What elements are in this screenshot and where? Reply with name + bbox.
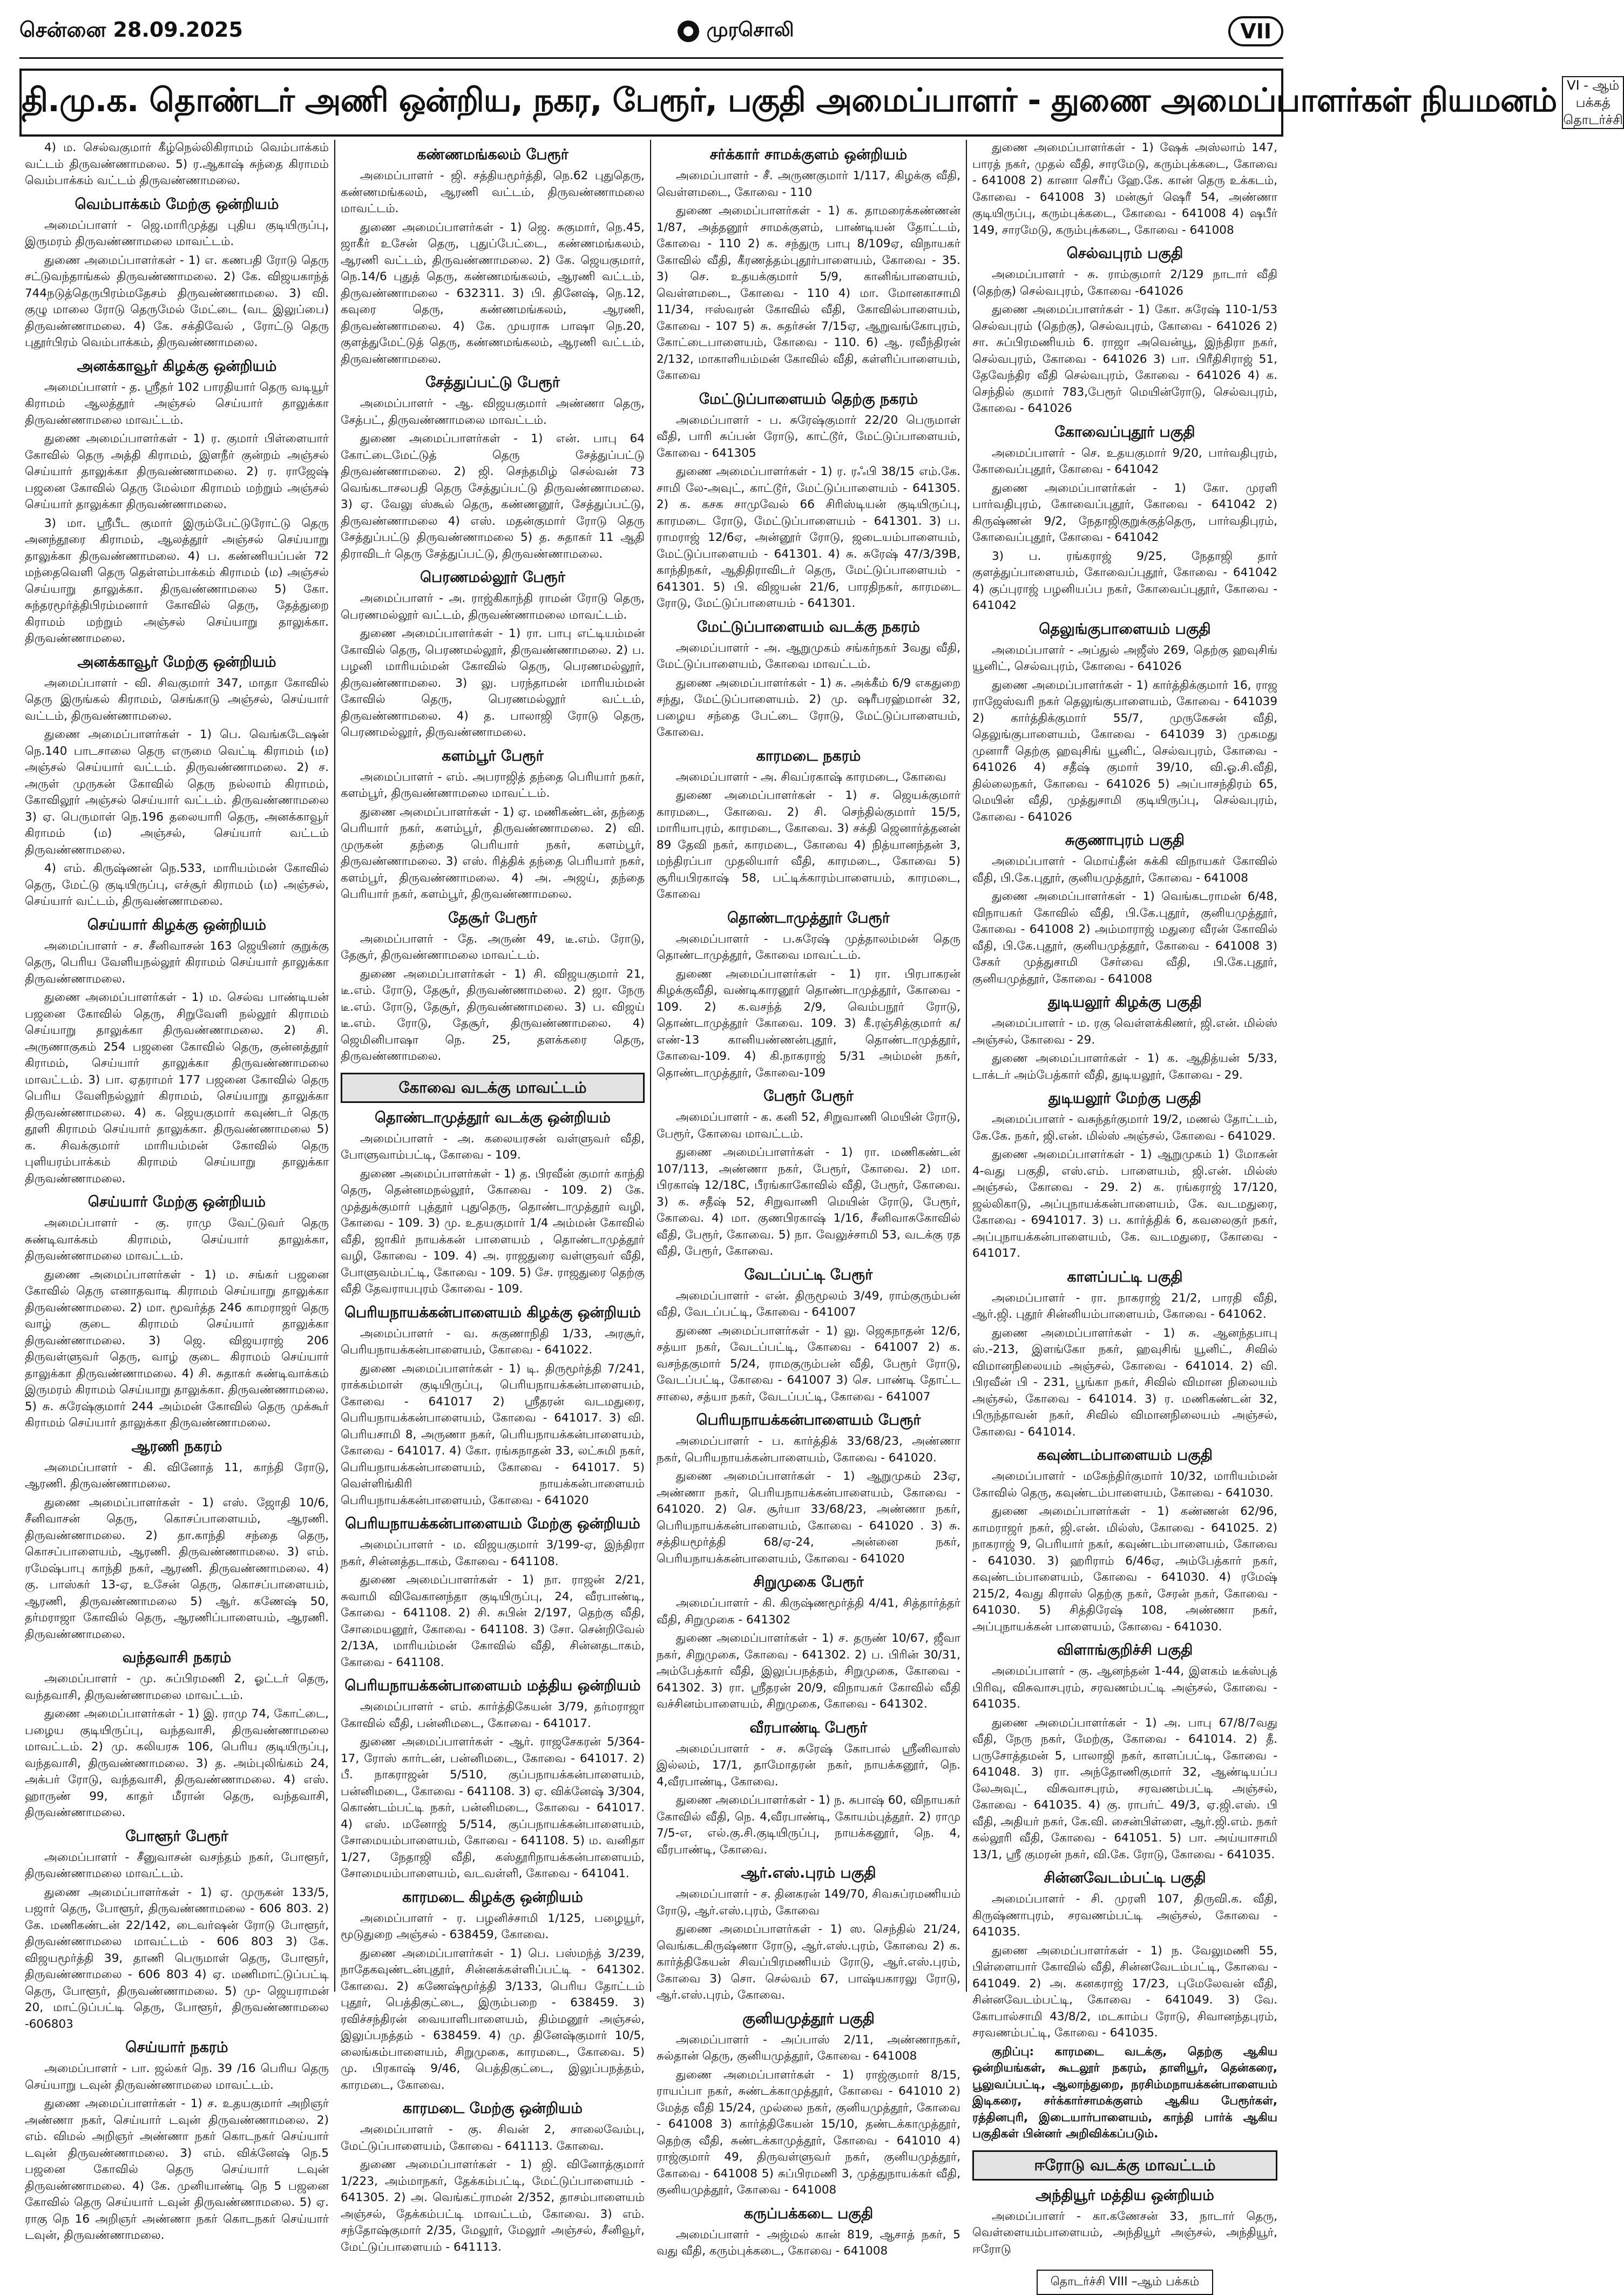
section-heading: செய்யார் நகரம் [125,2039,228,2056]
section-heading: தொண்டாமுத்தூர் வடக்கு ஒன்றியம் [375,1109,611,1126]
appointment-paragraph: அமைப்பாளர் - வி. சிவகுமார் 347, மாதா கோவில் தெரு இருங்கல் கிராமம், செங்காடு அஞ்சல், செய்யார் வட்டம், திருவண்ணாமலை. [25,676,329,723]
appointment-paragraph: துணை அமைப்பாளர்கள் - 1) லு. ஜெகநாதன் 12/6, சத்யா நகர், வேடப்பட்டி, கோவை - 641007 2) க. வசந்தகுமார் 5/24, ராமகுரும்பன் வீதி, பேரூர் ரோடு, வேடப்பட்டி, கோவை - 641007 3) செ. பாண்டி தோட்ட சாலை, சத்யா நகர், வேடப்பட்டி, கோவை - 641007 [657,1324,960,1404]
appointment-paragraph: துணை அமைப்பாளர்கள் - 1) ச. ஜெயக்குமார் காரமடை, கோவை. 2) சி. செந்தில்குமார் 15/5, மாரியாபுரம், காரமடை, கோவை. 3) சக்தி ஜெனார்த்தனன் 89 தேவி நகர், காரமடை, கோவை 4) நித்யானந்தன் 3, மந்திரப்பா முதலியார் வீதி, காரமடை, கோவை 5) சூரியபிரகாஷ் 58, பட்டிக்காரம்பாளையம், காரமடை, கோவை [657,789,960,901]
appointment-paragraph: அமைப்பாளர் - ஜி. சத்தியமூர்த்தி, நெ.62 புதுதெரு, கண்ணமங்கலம், ஆரணி வட்டம், திருவண்ணாமலை மாவட்டம். [341,169,645,215]
section-heading: மேட்டுப்பாளையம் தெற்கு நகரம் [699,390,918,408]
column-3 [651,140,967,2258]
appointment-paragraph: அமைப்பாளர் - கு. சிவன் 2, சாலைவேம்பு, மேட்டுப்பாளையம், கோவை - 641113. கோவை. [341,2123,645,2153]
appointment-paragraph: அமைப்பாளர் - அ. கலையரசன் வள்ளுவர் வீதி, போளுவாம்பட்டி, கோவை - 109. [341,1132,645,1162]
appointment-paragraph: அமைப்பாளர் - ம. ரகு வெள்ளக்கிணர், ஜி.என். மில்ஸ் அஞ்சல், கோவை - 29. [972,1017,1277,1047]
appointment-paragraph: துணை அமைப்பாளர்கள் - 1) ச. உதயகுமார் அறிஞர் அண்ணா நகர், செய்யார் டவுன் திருவண்ணாமலை. 2) எம். விமல் அறிஞர் அண்ணா நகர் கொடநகர் செய்யார் டவுன் திருவண்ணாமலை. 3) எம். விக்னேஷ் நெ.5 பஜனை கோவில் தெரு செய்யார் டவுன் திருவண்ணாமலை. 4) கே. முனியாண்டி நெ 5 பஜனை கோவில் தெரு செய்யார் டவுன் திருவண்ணாமலை. 5) ஏ. ராகு நெ 16 அறிஞர் அண்ணா நகர் கொடநகர் செய்யார் டவுன், திருவண்ணாமலை. [25,2097,329,2242]
appointment-paragraph: துணை அமைப்பாளர்கள் - 1) ந. வேலுமணி 55, பிள்ளையார் கோவில் வீதி, சின்னவேடம்பட்டி, கோவை - 641049. 2) அ. கனகராஜ் 17/23, புமேலேவன் வீதி, சின்னவேடம்பட்டி, கோவை - 641049. 3) வே. கோபால்சாமி 43/8/2, மடகாம்ப ரோடு, சிவானந்தபுரம், சரவணம்பட்டி, கோவை - 641035. [972,1944,1277,2040]
continued-on-note [972,2270,1277,2295]
appointment-paragraph: துணை அமைப்பாளர்கள் - 1) ம. செல்வ பாண்டியன் பஜனை கோவில் தெரு, சிறுவேளி நல்லூர் கிராமம் செய்யாறு தாலுக்கா திருவண்ணாமலை. 2) சி. அருணாகுகம் 254 பஜனை கோவில் தெரு, குன்னத்தூர் கிராமம், செய்யார் தாலுக்கா திருவண்ணாமலை மாவட்டம். 3) பா. ஏதராமர் 177 பஜனை கோவில் தெரு பெரிய வேளிநல்லூர் கிராமம், செய்யாறு தாலுக்கா திருவண்ணாமலை. 4) க. ஜெயகுமார் கவுண்டர் தெரு தூளி கிராமம் செய்யார் தாலுக்கா. திருவண்ணாமலை 5) க. சிவக்குமார் மாரியம்மன் கோவில் தெரு புளியரம்பாக்கம் கிராமம் செய்யாறு தாலுக்கா திருவண்ணாமலை. [25,991,329,1186]
section-heading: செய்யார் கிழக்கு ஒன்றியம் [87,916,267,933]
section-heading: களம்பூர் பேரூர் [442,747,544,764]
appointment-paragraph: துணை அமைப்பாளர்கள் - 1) ரா. மணிகண்டன் 107/113, அண்ணா நகர், பேரூர், கோவை. 2) மா. பிரகாஷ் 12/18C, பீரங்காகோவில் வீதி, பேரூர், கோவை. 3) க. சதீஷ் 52, சிறுவாணி மெயின் ரோடு, பேரூர், கோவை. 4) மா. குணபிரகாஷ் 1/16, சீனிவாசுகோவில் வீதி, பேரூர், கோவை. 5) நா. வேலுச்சாமி 53, வடக்கு ரத வீதி, பேரூர், கோவை. [657,1146,960,1258]
appointment-paragraph: அமைப்பாளர் - வசுந்தர்குமார் 19/2, மணல் தோட்டம், கே.கே. நகர், ஜி.என். மில்ஸ் அஞ்சல், கோவை - 641029. [972,1113,1277,1143]
appointment-paragraph: அமைப்பாளர் - பா. ஜல்கர் நெ. 39 /16 பெரிய தெரு செய்யாறு டவுன் திருவண்ணாமலை மாவட்டம். [25,2062,329,2092]
section-heading: தொண்டாமுத்தூர் பேரூர் [727,909,890,926]
section-heading: பெரியநாயக்கன்பாளையம் மத்திய ஒன்றியம் [344,1677,641,1694]
section-heading: பெரணமல்லூர் பேரூர் [420,569,565,586]
section-heading: சுகுணாபுரம் பகுதி [1065,832,1185,849]
appointment-paragraph: துணை அமைப்பாளர்கள் - 1) ஆறுமுகம் 1) மோகன் 4-வது பகுதி, எஸ்.எம். பாளையம், ஜி.என். மில்ஸ் அஞ்சல், கோவை - 29. 2) க. ரங்கராஜ் 17/120, ஜல்லிகாடு, அப்புநாயக்கன்பாளையம், கே. வடமதுரை, கோவை - 6941017. 3) ப. கார்த்திக் 6, கவலைகுர் நகர், அப்புநாயக்கன்பாளையம், கே. வடமதுரை, கோவை - 641017. [972,1148,1277,1260]
section-heading: விளாங்குறிச்சி பகுதி [1057,1642,1193,1658]
appointment-paragraph: அமைப்பாளர் - என். திருமூலம் 3/49, ராம்குரும்பன் வீதி, வேடப்பட்டி, கோவை - 641007 [657,1289,960,1319]
appointment-paragraph: அமைப்பாளர் - சு. ராம்குமார் 2/129 நாடார் வீதி (தெற்கு) செல்வபுரம், கோவை -641026 [972,268,1277,298]
section-heading: காளப்பட்டி பகுதி [1067,1268,1183,1285]
section-heading: சேத்துப்பட்டு பேரூர் [425,374,560,391]
appointment-paragraph: துணை அமைப்பாளர்கள் - 1) சு. அக்கீம் 6/9 எகதுறை சந்து, மேட்டுப்பாளையம். 2) மு. ஷரீபரஹ்மான் 32, பழைய சந்தை பேட்டை ரோடு, மேட்டுப்பாளையம், கோவை. [657,676,960,739]
appointment-paragraph: துணை அமைப்பாளர்கள் - 1) நா. ராஜன் 2/21, சுவாமி விவேகானந்தா குடியிருப்பு, 24, வீரபாண்டி, கோவை - 641108. 2) சி. சுபின் 2/197, தெற்கு வீதி, சோமையனூர், கோவை - 641108. 3) சோ. சென்றிவேல் 2/13A, மாரியம்மன் கோவில் வீதி, சின்னதடாகம், கோவை - 641108. [341,1573,645,1669]
section-heading: மேட்டுப்பாளையம் வடக்கு நகரம் [696,618,921,635]
appointment-paragraph: துணை அமைப்பாளர்கள் - 1) பெ. பஸ்மந்த் 3/239, நாதேகவுண்டன்புதூர், சின்னக்கள்ளிப்பட்டி - 641302. கோவை. 2) கணேஷ்மூர்த்தி 3/133, பெரிய தோட்டம் புதூர், பெத்திகுட்டை, இரும்பறை - 638459. 3) ரவிச்சந்திரன் வையாளிபாளையம், திம்மனூர் அஞ்சல், இலுப்பநத்தம் - 638459. 4) மு. தினேஷ்குமார் 10/5, லைங்கம்பாளையம், சிறுமுகை, காரமடை, கோவை. 5) மு. பிரகாஷ் 9/46, பெத்திகுட்டை, இலுப்பநத்தம், காரமடை, கோவை. [341,1946,645,2092]
appointment-paragraph: அமைப்பாளர் - ரா. நாகராஜ் 21/2, பாரதி வீதி, ஆர்.ஜி. புதூர் சின்னியம்பாளையம், கோவை - 641062. [972,1291,1277,1321]
column-4 [967,140,1283,2289]
section-heading: சிறுமுகை பேரூர் [753,1574,864,1590]
appointment-paragraph: அமைப்பாளர் - ப. கார்த்திக் 33/68/23, அண்ணா நகர், பெரியநாயக்கன்பாளையம், கோவை - 641020. [657,1434,960,1465]
section-heading: வந்தவாசி நகரம் [122,1649,232,1666]
edition-date: சென்னை 28.09.2025 [19,18,243,42]
section-heading: குனியமுத்தூர் பகுதி [742,2010,875,2027]
appointment-paragraph: துணை அமைப்பாளர்கள் - 1) கார்த்திக்குமார் 16, ராஜ ராஜேஸ்வரி நகர் தெலுங்குபாளையம், கோவை - 641039 2) கார்த்திக்குமார் 55/7, முருகேசன் வீதி, தெலுங்குபாளையம், கோவை - 641039 3) முகமது முனாரீ தெற்கு ஹவுசிங் யூனிட், செல்வபுரம், கோவை - 641026 4) சதீஷ் குமார் 39/10, வி.ஓ.சி.வீதி, தில்லைநகர், கோவை - 641026 5) அப்பாசந்திரம் 65, மெயின் வீதி, முத்துசாமி குடியிருப்பு, செல்வபுரம், கோவை - 641026 [972,678,1277,824]
appointment-paragraph: துணை அமைப்பாளர்கள் - 1) என். பாபு 64 கோட்டைமேட்டுத் தெரு சேத்துப்பட்டு திருவண்ணாமலை. 2) ஜி. செந்தமிழ் செல்வன் 73 வெங்கடாசலபதி தெரு சேத்துப்பட்டு திருவண்ணாமலை. 3) ஏ. வேலு ஸ்கூல் தெரு, கண்ணனூர், சேத்துப்பட்டு, திருவண்ணாமலை 4) எஸ். மதன்குமார் ரோடு தெரு சேத்துப்பட்டு திருவண்ணாமலை 5) த. சுதாகர் 11 ஆதி திராவிடர் தெரு சேத்துப்பட்டு, திருவண்ணாமலை. [341,432,645,561]
appointment-paragraph: துணை அமைப்பாளர்கள் - 1) ந. சுபாஷ் 60, விநாயகர் கோவில் வீதி, நெ. 4,வீரபாண்டி, கோயம்புத்தூர். 2) ராமு 7/5-எ, எல்.கு.சி.குடியிருப்பு, நாயக்கனூர், நெ. 4, வீரபாண்டி, கோவை. [657,1793,960,1857]
appointment-paragraph: அமைப்பாளர் - சீனுவாசன் வசந்தம் நகர், போளூர், திருவண்ணாமலை மாவட்டம். [25,1850,329,1880]
appointment-paragraph: துணை அமைப்பாளர்கள் - 1) சு. ஆனந்தபாபு ஸ்.-213, இளங்கோ நகர், ஹவுசிங் யூனிட், சிவில் விமானநிலையம் அஞ்சல், கோவை - 641014. 2) வி. பிரவீன் பி - 231, பூங்கா நகர், சிவில் விமான நிலையம் அஞ்சல், கோவை - 641014. 3) ர. மணிகண்டன் 32, பிருந்தாவன் நகர், சிவில் விமானநிலையம் அஞ்சல், கோவை - 641014. [972,1326,1277,1439]
appointment-paragraph: துணை அமைப்பாளர்கள் - 1) ஜெ. சுகுமார், நெ.45, ஜாகீர் உசேன் தெரு, புதுப்பேட்டை, கண்ணமங்கலம், ஆரணி வட்டம், திருவண்ணாமலை. 2) கே. ஜெயகுமார், நெ.14/6 புதுத் தெரு, கண்ணமங்கலம், ஆரணி வட்டம், திருவண்ணாமலை - 632311. 3) பி. தினேஷ், நெ.12, கவுரை தெரு, கண்ணமங்கலம், ஆரணி, திருவண்ணாமலை. 4) கே. முயராசு பாஷா நெ.20, குளத்துமேட்டுத் தெரு, கண்ணமங்கலம், ஆரணி வட்டம், திருவண்ணாமலை. [341,220,645,366]
section-heading: காரமடை கிழக்கு ஒன்றியம் [402,1888,583,1906]
appointment-paragraph: துணை அமைப்பாளர்கள் - 1) ஷேக் அஸ்லாம் 147, பாரத் நகர், முதல் வீதி, சாரமேடு, கரும்புக்கடை, கோவை - 641008 2) கானா செரீப் ஹே.கே. கான் தெரு உக்கடம், கோவை - 641008 3) மன்சூர் ஷெரீ 54, அண்ணா குடியிருப்பு, கரும்புக்கடை, கோவை - 641008 4) ஷபீர் 149, சாரமேடு, கரும்புக்கடை, கோவை - 641008 [972,141,1277,237]
appointment-paragraph: அமைப்பாளர் - எம். கார்த்திகேயன் 3/79, தர்மராஜா கோவில் வீதி, பன்னிமடை, கோவை - 641017. [341,1700,645,1730]
appointment-paragraph: அமைப்பாளர் - ச. சீனிவாசன் 163 ஜெயினர் குறுக்கு தெரு, பெரிய வேளியநல்லூர் கிராமம் செய்யார் தாலுக்கா திருவண்ணாமலை. [25,939,329,986]
section-heading: ஆர்.எஸ்.புரம் பகுதி [741,1865,876,1881]
appointment-paragraph: அமைப்பாளர் - ஜெ.மாரிமுத்து புதிய குடியிருப்பு, இருமரம் திருவண்ணாமலை மாவட்டம். [25,218,329,248]
district-banner: கோவை வடக்கு மாவட்டம் [341,1073,645,1103]
district-banner: ஈரோடு வடக்கு மாவட்டம் [972,2150,1277,2181]
column-1 [19,140,335,2242]
section-heading: பெரியநாயக்கன்பாளையம் மேற்கு ஒன்றியம் [345,1515,640,1532]
section-heading: துடியலூர் மேற்கு பகுதி [1048,1090,1202,1107]
appointment-paragraph: துணை அமைப்பாளர்கள் - 1) ர. ரஃபி 38/15 எம்.கே. சாமி லே-அவுட், காட்டூர், மேட்டுப்பாளையம் - 641305. 2) க. கசக சாமுவேல் 66 சிரிஸ்டியன் குடியிருப்பு, காரமடை ரோடு, மேட்டுப்பாளையம் - 641301. 3) ப. ராமராஜ் 12/6ஏ, அன்னூர் ரோடு, ஜடையம்பாளையம், மேட்டுப்பாளையம் - 641301. 4) சு. சுரேஷ் 47/3/39B, காந்திநகர், ஆதிதிராவிடர் தெரு, மேட்டுப்பாளையம் - 641301. 5) பி. விஜயன் 21/6, பாரதிநகர், காரமடை ரோடு, மேட்டுப்பாளையம் - 641301. [657,465,960,610]
section-heading: காரமடை மேற்கு ஒன்றியம் [403,2100,583,2117]
section-heading: வீரபாண்டி பேரூர் [749,1719,868,1736]
headline-box [19,69,1623,137]
appointment-paragraph: அமைப்பாளர் - ம. விஜயகுமார் 3/199-ஏ, இந்திரா நகர், சின்னத்தடாகம், கோவை - 641108. [341,1538,645,1568]
note-paragraph: குறிப்பு: காரமடை வடக்கு, தெற்கு ஆகிய ஒன்றியங்கள், கூடலூர் நகரம், தாளியூர், தென்கரை, பூலுவப்பட்டி, ஆலாந்துறை, நரசிம்மநாயக்கன்பாளையம் இடிகரை, சர்க்கார்சாமக்குளம் ஆகிய பேரூர்கள், ரத்தினபுரி, இடையார்பாளையம், காந்தி பார்க் ஆகிய பகுதிகள் பின்னர் அறிவிக்கப்படும். [972,2044,1277,2141]
appointment-paragraph: 3) ப. ரங்கராஜ் 9/25, நேதாஜி தார் குளத்துப்பாளையம், கோவைப்புதூர், கோவை - 641042 4) குப்புராஜ் பழனியப்ப நகர், கோவைப்புதூர், கோவை - 641042 [972,549,1277,612]
section-heading: அனக்காவூர் கிழக்கு ஒன்றியம் [77,357,277,375]
appointment-paragraph: அமைப்பாளர் - வ. சுகுணாநிதி 1/33, அரசூர், பெரியநாயக்கன்பாளையம், கோவை - 641022. [341,1326,645,1357]
appointment-paragraph: அமைப்பாளர் - ப. சுரேஷ்குமார் 22/20 பெருமாள் வீதி, பாரி சுப்பன் ரோடு, காட்டூர், மேட்டுப்பாளையம், கோவை - 641305 [657,413,960,460]
appointment-paragraph: துணை அமைப்பாளர்கள் - 1) எஸ். ஜோதி 10/6, சீனிவாசன் தெரு, கொசப்பாளையம், ஆரணி. திருவண்ணாமலை. 2) தா.காந்தி சந்தை தெரு, கொசப்பாளையம், ஆரணி. திருவண்ணாமலை. 3) எம். ரமேஷ்பாபு காந்தி நகர், ஆரணி. திருவண்ணாமலை. 4) கு. பாஸ்கர் 13-ஏ, உசேன் தெரு, கொசப்பாளையம், ஆரணி, திருவண்ணாமலை 5) ஆர். கணேஷ் 50, தர்மராஜா கோவில் தெரு, ஆரணிப்பாளையம், ஆரணி. திருவண்ணாமலை. [25,1495,329,1641]
appointment-paragraph: அமைப்பாளர் - கு. ஆனந்தன் 1-44, இளகம் டீக்ஸ்புத் பிரிவு, விசுவாசபுரம், சரவணம்பட்டி அஞ்சல், கோவை - 641035. [972,1664,1277,1711]
section-heading: பேரூர் பேரூர் [763,1088,854,1105]
appointment-paragraph: அமைப்பாளர் - சீ. அருணகுமார் 1/117, கிழக்கு வீதி, வெள்ளமடை, கோவை - 110 [657,169,960,199]
column-2 [335,140,651,2254]
appointment-paragraph: துணை அமைப்பாளர்கள் - 1) சி. விஜயகுமார் 21, டீ.எம். ரோடு, தேசூர், திருவண்ணாமலை. 2) ஜா. நேரு டீ.எம். ரோடு, தேசூர், திருவண்ணாமலை. 3) ப. விஜய் டீ.எம். ரோடு, தேசூர், திருவண்ணாமலை. 4) ஜெமினிபாஷா நெ. 25, தளக்கரை தெரு, திருவண்ணாமலை. [341,967,645,1063]
section-heading: போளூர் பேரூர் [125,1827,228,1845]
appointment-paragraph: துணை அமைப்பாளர்கள் - 1) க. ஆதித்யன் 5/33, டாக்டர் அம்பேத்கார் வீதி, துடியலூர், கோவை - 29. [972,1052,1277,1082]
section-heading: கண்ணமங்கலம் பேரூர் [417,146,569,163]
appointment-paragraph: துணை அமைப்பாளர்கள் - 1) க. தாமரைக்கண்ணன் 1/87, அத்தனூர் சாமக்குளம், பாண்டியன் தோட்டம், கோவை - 110 2) க. சந்துரு பாபு 8/109ஏ, விநாயகர் கோவில் வீதி, கீரணத்தம்புதூர்பாளையம், கோவை - 35. 3) செ. உதயக்குமார் 5/9, கானிங்பாளையம், வெள்ளமடை, கோவை - 110 4) மா. மோனகாசாமி 11/34, ஈஸ்வரன் கோவில் வீதி, கோவில்பாளையம், கோவை - 107 5) சு. சுதர்சன் 7/15ஏ, ஆறுவங்கோபுரம், கோட்டைபாளையம், கோவை - 110. 6) ஆ. ரவீந்திரன் 2/132, மாகாளியம்மன் கோவில் வீதி, கள்ளிப்பாளையம், கோவை [657,204,960,382]
appointment-paragraph: துணை அமைப்பாளர்கள் - 1) ஏ. முருகன் 133/5, பஜார் தெரு, போளூர், திருவண்ணாமலை - 606 803. 2) கே. மணிகண்டன் 22/142, டைவர்ஷன் ரோடு போளூர், திருவண்ணாமலை மாவட்டம் - 606 803 3) கே. விஜயமூர்த்தி 39, தாணி பெருமாள் தெரு, போளூர், திருவண்ணாமலை - 606 803 4) ஏ. மணிமாட்டுப்பட்டி தெரு, போளூர், திருவண்ணாமலை. 5) மு- ஜெயராமன் 20, மாட்டுப்பட்டி தெரு, போளூர், திருவண்ணாமலை -606803 [25,1885,329,2031]
appointment-paragraph: அமைப்பாளர் - அ. சிவப்ரகாஷ் காரமடை, கோவை [676,770,946,784]
section-heading: செய்யார் மேற்கு ஒன்றியம் [87,1194,266,1210]
appointment-paragraph: துணை அமைப்பாளர்கள் - 1) ரா. பாபு எட்டியம்மன் கோவில் தெரு, பெரணமல்லூர், திருவண்ணாமலை. 2) ப. பழனி மாரியம்மன் கோவில் தெரு, பெரணமல்லூர், திருவண்ணாமலை. 3) லு. பரந்தாமன் மாரியம்மன் கோவில் தெரு, பெரணமல்லூர் வட்டம், திருவண்ணாமலை. 4) த. பாலாஜி ரோடு தெரு, பெரணமல்லூர், திருவண்ணாமலை. [341,627,645,739]
appointment-paragraph: அமைப்பாளர் - கி. வினோத் 11, காந்தி ரோடு, ஆரணி. திருவண்ணாமலை. [25,1460,329,1491]
appointment-paragraph: அமைப்பாளர் - சி. முரளி 107, திருவி.க. வீதி, கிருஷ்ணாபுரம், சரவணம்பட்டி அஞ்சல், கோவை - 641035. [972,1892,1277,1939]
appointment-paragraph: துணை அமைப்பாளர்கள் - 1) ராஜ்குமார் 8/15, ராயப்பா நகர், சுண்டக்காமுத்தூர், கோவை - 641010 2) மேத்த வீதி 15/24, முல்லை நகர், குனியமுத்தூர், கோவை - 641008 3) கார்த்திகேயன் 15/10, தண்டக்காமுத்தூர், தெற்கு வீதி, சுண்டக்காமுத்தூர், கோவை - 641010 4) ராஜ்குமார் 49, திருவள்ளுவர் நகர், குனியமுத்தூர், கோவை - 641008 5) சுப்பிரமணி 3, முத்துநாயக்கர் வீதி, குனியமுத்தூர், கோவை - 641008 [657,2068,960,2197]
appointment-paragraph: அமைப்பாளர் - அப்துல் அஜீஸ் 269, தெற்கு ஹவுசிங் யூனிட், செல்வபுரம், கோவை - 641026 [972,643,1277,673]
appointment-paragraph: துணை அமைப்பாளர்கள் - 1) ஏ. மணிகண்டன், தந்தை பெரியார் நகர், களம்பூர், திருவண்ணாமலை. 2) வி. முருகன் தந்தை பெரியார் நகர், களம்பூர், திருவண்ணாமலை. 3) எஸ். ரித்திக் தந்தை பெரியார் நகர், களம்பூர், திருவண்ணாமலை. 4) அ. அஜய், தந்தை பெரியார் நகர், களம்பூர், திருவண்ணாமலை. [341,805,645,901]
appointment-paragraph: அமைப்பாளர் - ப.சுரேஷ் முத்தாலம்மன் தெரு தொண்டாமுத்தூர், கோவை மாவட்டம். [657,932,960,962]
appointment-paragraph: அமைப்பாளர் - அ. ராஜ்கிகாந்தி ராமன் ரோடு தெரு, பெரணமல்லூர் வட்டம், திருவண்ணாமலை மாவட்டம். [341,592,645,622]
section-heading: கோவைப்புதூர் பகுதி [1054,423,1195,441]
appointment-paragraph: அமைப்பாளர் - ச. தினகரன் 149/70, சிவசுப்ரமணியம் ரோடு, ஆர்.எஸ்.புரம், கோவை [657,1887,960,1918]
appointment-paragraph: துணை அமைப்பாளர்கள் - 1) டி. திருமூர்த்தி 7/241, ராக்கம்மாள் குடியிருப்பு, பெரியநாயக்கன்பாளையம், கோவை - 641017 2) ஸ்ரீதரன் வடமதுரை, பெரியநாயக்கன்பாளையம், கோவை - 641017. 3) வி. பெரியசாமி 8, அருணா நகர், பெரியநாயக்கன்பாளையம், கோவை - 641017. 4) கோ. ரங்கநாதன் 33, லட்சுமி நகர், பெரியநாயக்கன்பாளையம், கோவை - 641017. 5) வெள்ளிங்கிரி நாயக்கன்பாளையம் பெரியநாயக்கன்பாளையம், கோவை - 641020 [341,1362,645,1507]
appointment-paragraph: துணை அமைப்பாளர்கள் - 1) பெ. வெங்கடேஷன் நெ.140 பாடசாலை தெரு எருமை வெட்டி கிராமம் (ம) அஞ்சல் செய்யார் வட்டம். திருவண்ணாமலை. 2) ச. அருள் முருகன் கோவில் தெரு நல்லாம் கிராமம், கோவிலூர் அஞ்சல் செய்யார் வட்டம். திருவண்ணாமலை 3) ஏ. பெருமாள் நெ.196 தலையாரி தெரு, அனக்காவூர் கிராமம் (ம) அஞ்சல், செய்யார் வட்டம் திருவண்ணாமலை. [25,728,329,857]
appointment-paragraph: அமைப்பாளர் - தே. அருண் 49, டீ.எம். ரோடு, தேசூர், திருவண்ணாமலை மாவட்டம். [341,932,645,962]
section-heading: வெம்பாக்கம் மேற்கு ஒன்றியம் [75,195,279,213]
article-columns [19,140,1283,2289]
page-number: VII [1228,16,1283,46]
appointment-paragraph: துணை அமைப்பாளர்கள் - 1) ச. தருண் 10/67, ஜீவா நகர், சிறுமுகை, கோவை - 641302. 2) ப. பிரின் 30/31, அம்பேத்கார் வீதி, இலுப்பநத்தம், சிறுமுகை, கோவை - 641302. 3) ரா. ஸ்ரீதரன் 20/9, விநாயகர் கோவில் வீதி வச்சினம்பாளையம், சிறுமுகை, கோவை - 641302. [657,1631,960,1711]
appointment-paragraph: அமைப்பாளர் - த. ஸ்ரீதர் 102 பாரதியார் தெரு வடியூர் கிராமம் ஆலத்தூர் அஞ்சல் செய்யார் தாலுக்கா திருவண்ணாமலை மாவட்டம். [25,380,329,427]
appointment-paragraph: அமைப்பாளர் - ர. பழனிச்சாமி 1/125, பழையூர், மூடுதுறை அஞ்சல் - 638459, கோவை. [341,1911,645,1941]
appointment-paragraph: அமைப்பாளர் - மு. சுப்பிரமணி 2, ஓட்டர் தெரு, வந்தவாசி, திருவண்ணாமலை மாவட்டம். [25,1672,329,1702]
appointment-paragraph: அமைப்பாளர் - எம். அபராஜித் தந்தை பெரியார் நகர், களம்பூர், திருவண்ணாமலை மாவட்டம். [341,770,645,800]
appointment-paragraph: 3) மா. ஸ்ரீபீட குமார் இரும்பேட்டுரோட்டு தெரு அனந்தூரை கிராமம், ஆலத்தூர் அஞ்சல் செய்யாறு தாலுக்கா திருவண்ணாமலை. 4) ப. கண்ணியப்பன் 72 மந்தைவெளி தெரு தெள்ளம்பாக்கம் கிராமம் (ம) அஞ்சல் செய்யாறு தாலுக்கா. திருவண்ணாமலை 5) கோ. சுந்தரமூர்த்திபிரம்மனார் கோவில் தெரு, தேத்துறை கிராமம் மற்றும் அஞ்சல் செய்யாறு தாலுக்கா. திருவண்ணாமலை. [25,516,329,645]
appointment-paragraph: துணை அமைப்பாளர்கள் - 1) ம. சங்கர் பஜனை கோவில் தெரு எனாதவாடி கிராமம் செய்யாறு தாலுக்கா திருவண்ணாமலை. 2) மா. மூவர்த்த 246 காமராஜர் தெரு வாழ் குடை கிராமம் செய்யார் தாலுக்கா திருவண்ணாமலை. 3) ஜெ. விஜயராஜ் 206 திருவள்ளுவர் தெரு, வாழ் குடை கிராமம் செய்யார் தாலுக்கா திருவண்ணாமலை. 4) சி. சுதாகர் சுண்டிவாக்கம் இருமரம் கிராமம் செய்யாறு தாலுக்கா. திருவண்ணாமலை. 5) சு. சுரேஷ்குமார் 244 அம்மன் கோவில் தெரு முக்கூர் கிராமம் செய்யார் தாலுக்கா திருவண்ணாமலை. [25,1268,329,1430]
appointment-paragraph: அமைப்பாளர் - ஆ. விஜயகுமார் அண்ணா தெரு, சேத்பட், திருவண்ணாமலை மாவட்டம். [341,397,645,427]
section-heading: தெலுங்குபாளையம் பகுதி [1039,620,1211,638]
paper-logo-icon [678,21,699,42]
appointment-paragraph: அமைப்பாளர் - மொய்தீன் சுக்கி விநாயகர் கோவில் வீதி, பி.கே.புதூர், குனியமுத்தூர், கோவை - 641008 [972,855,1277,885]
section-heading: பெரியநாயக்கன்பாளையம் கிழக்கு ஒன்றியம் [344,1304,641,1321]
section-heading: துடியலூர் கிழக்கு பகுதி [1047,994,1202,1011]
appointment-paragraph: அமைப்பாளர் - அ. ஆறுமுகம் சங்கர்நகர் 3வது வீதி, மேட்டுப்பாளையம், கோவை மாவட்டம். [657,641,960,671]
headline: தி.மு.க. தொண்டர் அணி ஒன்றிய, நகர, பேரூர், பகுதி அமைப்பாளர் - துணை அமைப்பாளர்கள் நியமனம் [22,82,1557,119]
appointment-paragraph: துணை அமைப்பாளர்கள் - 1) கண்ணன் 62/96, காமராஜர் நகர், ஜி.என். மில்ஸ், கோவை - 641025. 2) நாகராஜ் 9, பெரியார் நகர், கவுண்டம்பாளையம், கோவை - 641030. 3) ஹரிராம் 6/46ஏ, அம்பேத்கார் நகர், கவுண்டம்பாளையம், கோவை - 641030. 4) ரமேஷ் 215/2, 4வது கிராஸ் தெற்கு நகர், சேரன் நகர், கோவை - 641030. 5) சித்திரேஷ் 108, அண்ணா நகர், அப்புநாயக்கன் பாளையம், கோவை - 641030. [972,1505,1277,1634]
appointment-paragraph: துணை அமைப்பாளர்கள் - 1) கோ. முரளி பார்வதிபுரம், கோவைப்புதூர், கோவை - 641042 2) கிருஷ்ணன் 9/2, நேதாஜிகுறுக்குத்தெரு, பார்வதிபுரம், கோவைப்புதூர், கோவை - 641042 [972,481,1277,544]
appointment-paragraph: துணை அமைப்பாளர்கள் - 1) எ. கணபதி ரோடு தெரு சட்டுவந்தாங்கல் திருவண்ணாமலை. 2) கே. விஜயகாந்த் 744நடுத்தெருபிரம்மதேசம் திருவண்ணாமலை. 3) வி. குழு மாலை ரோடு தெருமேல் மேட்டை (வட இலுப்பை) திருவண்ணாமலை. 4) கே. சக்திவேல் , ரோட்டு தெரு புதூர்பிரம் வெம்பாக்கம், திருவண்ணாமலை. [25,253,329,349]
appointment-paragraph: துணை அமைப்பாளர்கள் - 1) ர. குமார் பிள்ளையார் கோவில் தெரு அத்தி கிராமம், இளநீர் குன்றம் அஞ்சல் செய்யார் தாலுக்கா திருவண்ணாமலை. 2) ர. ராஜேஷ் பஜனை கோவில் தெரு மேல்மா கிராமம் மற்றும் அஞ்சல் செய்யார் தாலுக்கா திருவண்ணாமலை. [25,432,329,511]
appointment-paragraph: துணை அமைப்பாளர்கள் - 1) வெங்கடராமன் 6/48, விநாயகர் கோவில் வீதி, பி.கே.புதூர், குனியமுத்தூர், கோவை - 641008 2) அம்மாராஜ் மதுரை வீரன் கோவில் வீதி, பி.கே.புதூர், குனியமுத்தூர், கோவை - 641008 3) சேகர் முத்துசாமி சேர்வை வீதி, பி.கே.புதூர், குனியமுத்தூர், கோவை - 641008 [972,890,1277,986]
appointment-paragraph: 4) ம. செல்வகுமார் கீழ்நெல்லிகிராமம் வெம்பாக்கம் வட்டம் திருவண்ணாமலை. 5) ர.ஆகாஷ் சுந்தை கிராமம் வெம்பாக்கம் வட்டம் திருவண்ணாமலை. [25,141,329,187]
section-heading: செல்வபுரம் பகுதி [1066,245,1183,262]
section-heading: பெரியநாயக்கன்பாளையம் பேரூர் [696,1412,921,1429]
appointment-paragraph: துணை அமைப்பாளர்கள் - ஆர். ராஜசேகரன் 5/364-17, ரோஸ் கார்டன், பன்னிமடை, கோவை - 641017. 2) பீ. நாகராஜன் 5/510, குப்பநாயக்கன்பாளையம், பன்னிமடை, கோவை - 641108. 3) ஏ. விக்னேஷ் 3/304, கொண்டம்பட்டி நகர், பன்னிமடை, கோவை - 641017. 4) எஸ். மனோஜ் 5/514, குப்பநாயக்கன்பாளையம், சோமையம்பாளையம், கோவை - 641108. 5) ம. வனிதா 1/27, நேதாஜி வீதி, கஸ்தூரிநாயக்கன்பாளையம், சோமையம்பாளையம், வடவள்ளி, கோவை - 641041. [341,1735,645,1880]
appointment-paragraph: துணை அமைப்பாளர்கள் - 1) அ. பாபு 67/8/7வது வீதி, நேரு நகர், மேற்கு, கோவை - 641014. 2) தீ. பருசோத்தமன் 5, பாலாஜி நகர், காளப்பட்டி, கோவை - 641048. 3) ரா. அந்தோணிகுமார் 32, ஆண்டியப்ப லேஅவுட், விசுவாசபுரம், சரவணம்பட்டி அஞ்சல், கோவை - 641035. 4) கு. ராபர்ட் 49/3, ஏ.ஜி.எஸ். பி வீதி, அதியர் நகர், கே.வி. சைன்பிள்ளை, ஆர்.ஜி.எம். நகர் கல்லூரி வீதி, கோவை - 641051. 5) பா. அய்யாசாமி 13/1, ஸ்ரீ குமரன் நகர், வி.கே. ரோடு, கோவை - 641035. [972,1716,1277,1861]
section-heading: சின்னவேடம்பட்டி பகுதி [1044,1870,1206,1886]
section-heading: தேசூர் பேரூர் [448,909,537,926]
masthead [19,5,1283,59]
appointment-paragraph: அமைப்பாளர் - செ. உதயகுமார் 9/20, பார்வதிபுரம், கோவைப்புதூர், கோவை - 641042 [972,446,1277,476]
paper-title: முரசொலி [706,19,794,41]
appointment-paragraph: 4) எம். கிருஷ்ணன் நெ.533, மாரியம்மன் கோவில் தெரு, மேட்டு குடியிருப்பு, எச்சூர் கிராமம் (ம) அஞ்சல், செய்யார் வட்டம், திருவண்ணாமலை. [25,862,329,908]
appointment-paragraph: துணை அமைப்பாளர்கள் - 1) ஜி. வினோத்குமார் 1/223, அம்மாநகர், தேக்கம்பட்டி, மேட்டுப்பாளையம் - 641305. 2) அ. வெங்கட்ராமன் 2/352, தாசம்பாளையம் அஞ்சல், தேக்கம்பட்டி மாவட்டம், கோவை. 3) எம். சந்தோஷ்குமார் 2/35, மேலூர், மேலூர் அஞ்சல், சீனிவூர், மேட்டுப்பாளையம் - 641113. [341,2158,645,2254]
section-heading: அனக்காவூர் மேற்கு ஒன்றியம் [77,653,276,671]
continued-from-box: VI - ஆம் பக்கத் தொடர்ச்சி [1562,76,1624,129]
appointment-paragraph: அமைப்பாளர் - க. கனி 52, சிறுவாணி மெயின் ரோடு, பேரூர், கோவை மாவட்டம். [657,1111,960,1141]
appointment-paragraph: துணை அமைப்பாளர்கள் - 1) த. பிரவீன் குமார் காந்தி தெரு, தென்னமநல்லூர், கோவை - 109. 2) கே. முத்துக்குமார் புத்தூர் புதுதெரு, தொண்டாமுத்தூர் வழி, கோவை - 109. 3) மு. உதயகுமார் 1/4 அம்மன் கோவில் வீதி, ஜாகிர் நாயக்கன் பாளையம் , தொண்டாமுத்தூர் வழி, கோவை - 109. 4) அ. ராஜதுரை வள்ளுவர் வீதி, போளுவம்பட்டி, கோவை - 109. 5) சே. ராஜதுரை தெற்கு வீதி தேவராயபுரம் கோவை - 109. [341,1167,645,1296]
section-heading: சர்க்கார் சாமக்குளம் ஒன்றியம் [709,146,908,163]
appointment-paragraph: அமைப்பாளர் - கி. கிருஷ்ணமூர்த்தி 4/41, சித்தார்த்தர் வீதி, சிறுமுகை - 641302 [657,1596,960,1627]
section-heading: வேடப்பட்டி பேரூர் [744,1266,873,1283]
paper-name [678,19,794,44]
appointment-paragraph: அமைப்பாளர் - மகேந்திர்குமார் 10/32, மாரியம்மன் கோவில் தெரு, கவுண்டம்பாளையம், கோவை - 641030. [972,1470,1277,1500]
appointment-paragraph: துணை அமைப்பாளர்கள் - 1) ஸ. செந்தில் 21/24, வெங்கடகிருஷ்ணா ரோடு, ஆர்.எஸ்.புரம், கோவை 2) க. கார்த்திகேயன் சிவப்பிரமணியம் ரோடு, ஆர்.எஸ்.புரம், கோவை 3) சொ. செல்வம் 67, பாஷ்யகாரலு ரோடு, ஆர்.எஸ்.புரம், கோவை. [657,1922,960,2002]
appointment-paragraph: துணை அமைப்பாளர்கள் - 1) ஆறுமுகம் 23ஏ, அண்ணா நகர், பெரியநாயக்கன்பாளையம், கோவை - 641020. 2) செ. சூர்யா 33/68/23, அண்ணா நகர், பெரியநாயக்கன்பாளையம், கோவை - 641020 . 3) சு. சத்தியமூர்த்தி 68/ஏ-24, அன்னை நகர், பெரியநாயக்கன்பாளையம், கோவை - 641020 [657,1470,960,1566]
appointment-paragraph: துணை அமைப்பாளர்கள் - 1) ரா. பிரபாகரன் கிழக்குவீதி, வண்டிகாரனூர் தொண்டாமுத்தூர், கோவை - 109. 2) க.வசந்த் 2/9, வெம்பநூர் ரோடு, தொண்டாமுத்தூர் கோவை. 109. 3) கீ.ரஞ்சித்குமார் க/எண்-13 கானியண்ணன்புதூர், தொண்டாமுத்தூர், கோவை-109. 4) கி.நாகராஜ் 5/31 அம்மன் நகர், தொண்டாமுத்தூர், கோவை-109 [657,967,960,1080]
appointment-paragraph: அமைப்பாளர் - ச. சுரேஷ் கோபால் ஸ்ரீனிவாஸ் இல்லம், 17/1, தாமோதரன் நகர், நாயக்கனூர், நெ. 4,வீரபாண்டி, கோவை. [657,1742,960,1789]
appointment-paragraph: அமைப்பாளர் - கா.கணேசன் 33, நாடார் தெரு, வெள்ளையம்பாளையம், அந்தியூர் அஞ்சல், அந்தியூர், ஈரோடு [972,2209,1277,2256]
appointment-paragraph: அமைப்பாளர் - அப்பாஸ் 2/11, அண்ணாநகர், சுல்தான் தெரு, குனியமுத்தூர், கோவை - 641008 [657,2033,960,2063]
appointment-paragraph: அமைப்பாளர் - அஜ்மல் கான் 819, ஆசாத் நகர், 5 வது வீதி, கரும்புக்கடை, கோவை - 641008 [657,2228,960,2258]
appointment-paragraph: துணை அமைப்பாளர்கள் - 1) கோ. சுரேஷ் 110-1/53 செல்வபுரம் (தெற்கு), செல்வபுரம், கோவை - 641026 2) சா. சுப்பிரமணியம் 6. ராஜா அவென்யூ, இந்திரா நகர், செல்வபுரம், கோவை - 641026 3) பா. பிரீதிசிராஜ் 51, தேவேந்திர வீதி செல்வபுரம், கோவை - 641026 4) க. செந்தில் குமார் 783,பேரூர் மெயின்ரோடு, செல்வபுரம், கோவை - 641026 [972,303,1277,415]
section-heading: ஆரணி நகரம் [131,1438,222,1455]
appointment-paragraph: அமைப்பாளர் - கு. ராமு வேட்டுவர் தெரு சுண்டிவாக்கம் கிராமம், செய்யார் தாலுக்கா, திருவண்ணாமலை மாவட்டம். [25,1216,329,1263]
section-heading: கருப்பக்கடை பகுதி [743,2205,874,2222]
section-heading: அந்தியூர் மத்திய ஒன்றியம் [1036,2186,1214,2204]
appointment-paragraph: துணை அமைப்பாளர்கள் - 1) இ. ராமு 74, கோட்டை, பழைய குடியிருப்பு, வந்தவாசி, திருவண்ணாமலை மாவட்டம். 2) மு. கலியரசு 106, பெரிய குடியிருப்பு, வந்தவாசி, திருவண்ணாமலை. 3) த. அம்புலிங்கம் 24, அக்பர் ரோடு, வந்தவாசி, திருவண்ணாமலை. 4) எஸ். ஹாருண் 99, காதர் மீரான் தெரு, வந்தவாசி, திருவண்ணாமலை. [25,1707,329,1819]
section-heading: காரமடை நகரம் [756,747,861,764]
continued-on-label: தொடர்ச்சி VIII –ஆம் பக்கம் [1037,2270,1214,2295]
section-heading: கவுண்டம்பாளையம் பகுதி [1037,1447,1213,1464]
